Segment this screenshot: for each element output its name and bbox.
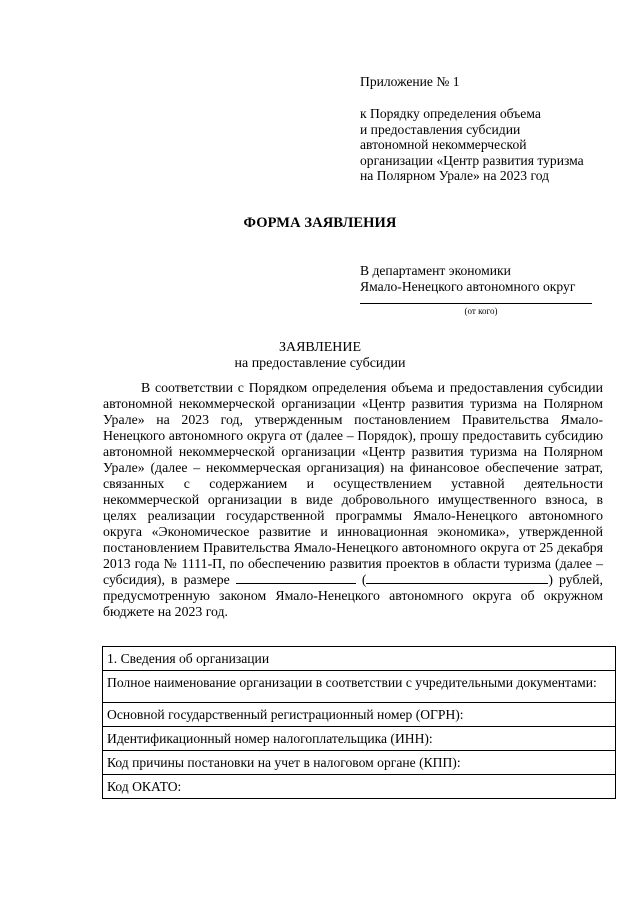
statement-heading	[0, 340, 640, 372]
table-row: 1. Сведения об организации	[103, 647, 616, 671]
paragraph-text-end: ) рублей, предусмотренную законом Ямало-Ненецкого автономного округа об окружном бюджете на 2023 год.	[103, 572, 604, 619]
appendix-block	[360, 74, 620, 183]
organization-info-table	[102, 646, 616, 799]
recipient-block	[360, 263, 600, 294]
statement-subtitle: на предоставление субсидии	[234, 356, 406, 371]
appendix-line: на Полярном Урале» на 2023 год	[360, 168, 550, 184]
appendix-line: автономной некоммерческой	[360, 137, 527, 153]
table-row[interactable]: Код ОКАТО:	[103, 775, 616, 799]
appendix-line: к Порядку определения объема	[360, 106, 541, 122]
amount-words-field[interactable]	[366, 572, 548, 584]
from-whom-caption: (от кого)	[464, 306, 498, 316]
table-row[interactable]: Полное наименование организации в соответствии с учредительными документами:	[103, 671, 616, 703]
appendix-line: организации «Центр развития туризма	[360, 152, 584, 168]
recipient-line: В департамент экономики	[360, 263, 511, 278]
statement-title: ЗАЯВЛЕНИЕ	[278, 340, 362, 355]
appendix-heading: Приложение № 1	[360, 74, 460, 89]
paragraph-text: В соответствии с Порядком определения объема и предоставления субсидии автономной некоммерческой организации «Центр развития туризма на Полярном Урале» на 2023 год, утвержденным постановлением Правительства Ямало-Ненецкого автономного округа от (далее – Порядок), прошу предоставить субсидию автономной некоммерческой организации «Центр развития туризма на Полярном Урале» (далее – некоммерческая организация) на финансовое обеспечение затрат, связанных с содержанием и осуществлением уставной деятельности некоммерческой организации в виде добровольного имущественного взноса, в целях реализации государственной программы Ямало-Ненецкого автономного округа «Экономическое развитие и инновационная экономика», утвержденной постановлением Правительства Ямало-Ненецкого автономного округа от 25 декабря 2013 года № 1111-П, по обеспечению развития проектов в области туризма (далее – субсидия), в размере	[103, 380, 603, 587]
table-row[interactable]: Основной государственный регистрационный номер (ОГРН):	[103, 703, 616, 727]
table-row[interactable]: Код причины постановки на учет в налоговом органе (КПП):	[103, 751, 616, 775]
amount-field[interactable]	[236, 572, 356, 584]
form-title: ФОРМА ЗАЯВЛЕНИЯ	[243, 215, 397, 231]
appendix-line: и предоставления субсидии	[360, 121, 521, 137]
table-row[interactable]: Идентификационный номер налогоплательщика (ИНН):	[103, 727, 616, 751]
statement-paragraph: В соответствии с Порядком определения объема и предоставления субсидии автономной некоммерческой организации «Центр развития туризма на Полярном Урале» на 2023 год, утвержденным постановлением Правительства Ямало-Ненецкого автономного округа от (далее – Порядок), прошу предоставить субсидию автономной некоммерческой организации «Центр развития туризма на Полярном Урале» (далее – некоммерческая организация) на финансовое обеспечение затрат, связанных с содержанием и осуществлением уставной деятельности некоммерческой организации в виде добровольного имущественного взноса, в целях реализации государственной программы Ямало-Ненецкого автономного округа «Экономическое развитие и инновационная экономика», утвержденной постановлением Правительства Ямало-Ненецкого автономного округа от 25 декабря 2013 года № 1111-П, по обеспечению развития проектов в области туризма (далее – субсидия), в размере ( ) рублей, предусмотренную законом Ямало-Ненецкого автономного округа об окружном бюджете на 2023 год.	[103, 380, 604, 619]
from-whom-line[interactable]	[360, 303, 592, 304]
recipient-line: Ямало-Ненецкого автономного округ	[360, 278, 576, 294]
